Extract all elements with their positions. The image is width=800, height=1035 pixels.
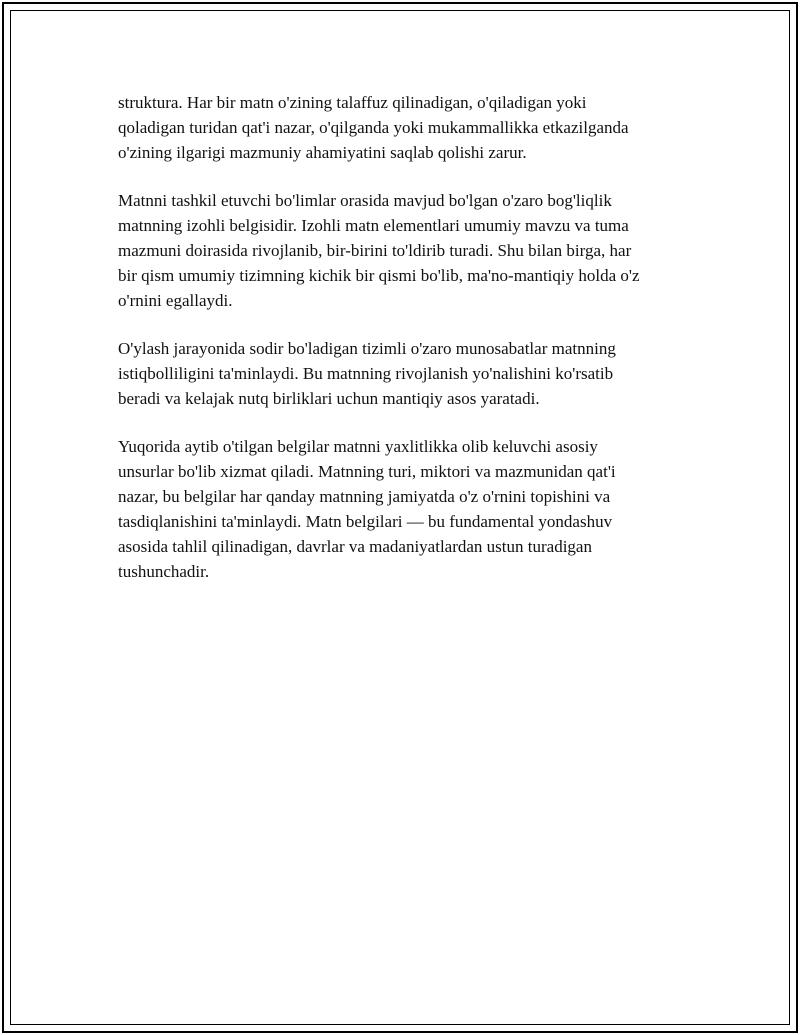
paragraph-4: Yuqorida aytib o'tilgan belgilar matnni yaxlitlikka olib keluvchi asosiy unsurlar bo'lib xizmat qiladi. Matnning turi, miktori va mazmunidan qat'i nazar, bu belgilar har qanday matnning jamiyatda o'z o'rnini topishini va tasdiqlanishini ta'minlaydi. Matn belgilari — bu fundamental yondashuv asosida tahlil qilinadigan, davrlar va madaniyatlardan ustun turadigan tushunchadir.	[118, 437, 616, 581]
paragraph-1: struktura. Har bir matn o'zining talaffuz qilinadigan, o'qiladigan yoki qoladigan turidan qat'i nazar, o'qilganda yoki mukammallikka etkazilganda o'zining ilgarigi mazmuniy ahamiyatini saqlab qolishi zarur.	[118, 93, 629, 162]
paragraph-3: O'ylash jarayonida sodir bo'ladigan tizimli o'zaro munosabatlar matnning istiqbolliligini ta'minlaydi. Bu matnning rivojlanish yo'nalishini ko'rsatib beradi va kelajak nutq birliklari uchun mantiqiy asos yaratadi.	[118, 339, 616, 408]
paragraph-2: Matnni tashkil etuvchi bo'limlar orasida mavjud bo'lgan o'zaro bog'liqlik matnning izohli belgisidir. Izohli matn elementlari umumiy mavzu va tuma mazmuni doirasida rivojlanib, bir-birini to'ldirib turadi. Shu bilan birga, har bir qism umumiy tizimning kichik bir qismi bo'lib, ma'no-mantiqiy holda o'z o'rnini egallaydi.	[118, 191, 640, 310]
document-body	[118, 90, 698, 607]
